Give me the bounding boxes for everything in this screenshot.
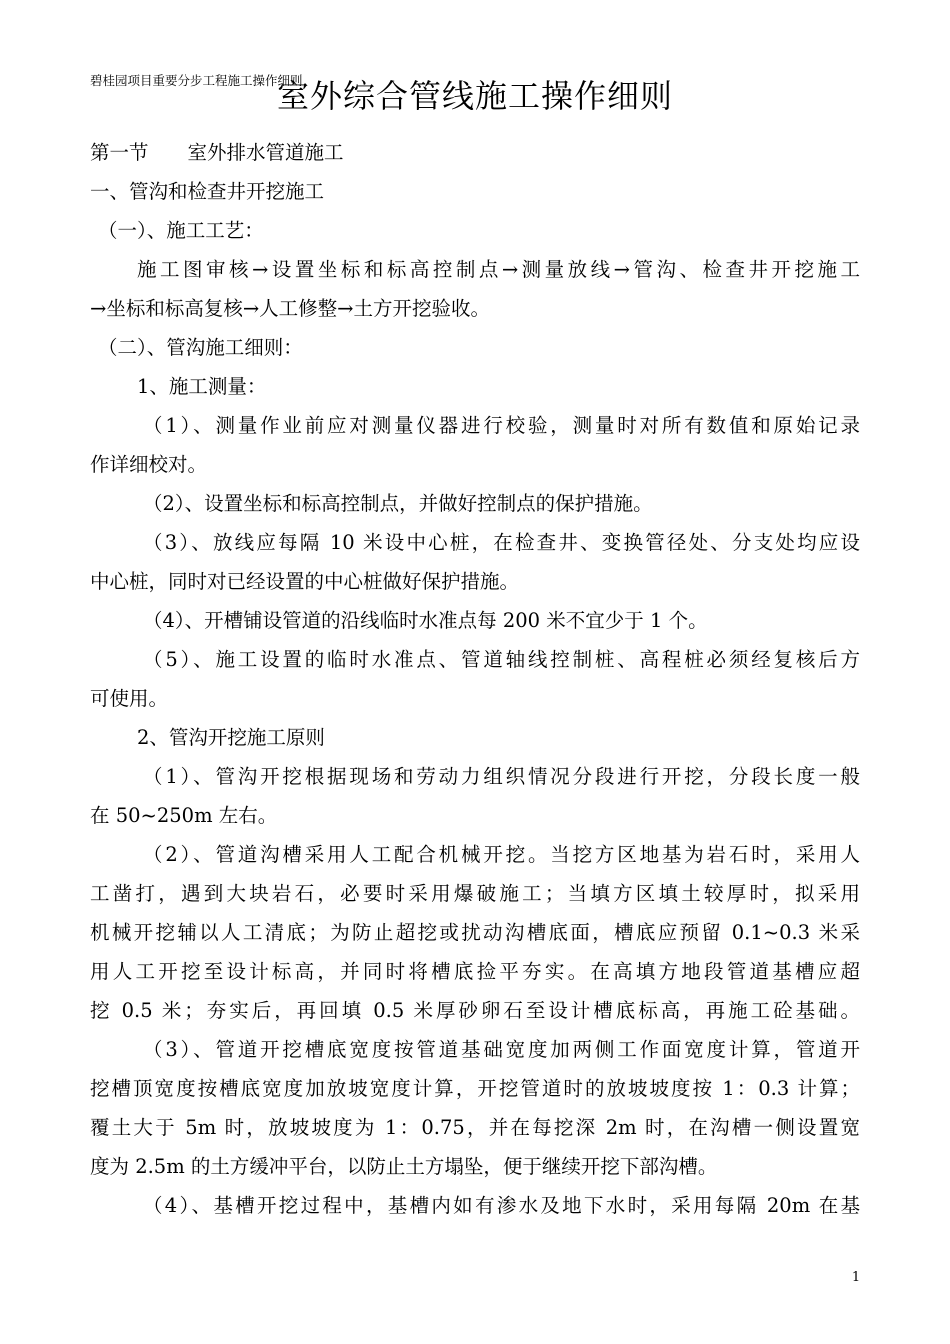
text-line: 机械开挖辅以人工清底；为防止超挖或扰动沟槽底面，槽底应预留 0.1~0.3 米采 (90, 921, 860, 944)
text-line: 一、管沟和检查井开挖施工 (90, 180, 325, 203)
text-line: 用人工开挖至设计标高，并同时将槽底捡平夯实。在高填方地段管道基槽应超 (90, 960, 860, 983)
text-line: （1）、测量作业前应对测量仪器进行校验，测量时对所有数值和原始记录 (143, 414, 860, 437)
text-line: （一）、施工工艺： (98, 219, 264, 242)
text-line: （5）、施工设置的临时水准点、管道轴线控制桩、高程桩必须经复核后方 (143, 648, 860, 671)
text-line: 作详细校对。 (90, 453, 208, 476)
text-line: （4）、开槽铺设管道的沿线临时水准点每 200 米不宜少于 1 个。 (143, 609, 708, 632)
text-line: （3）、管道开挖槽底宽度按管道基础宽度加两侧工作面宽度计算，管道开 (143, 1038, 860, 1061)
text-line: （4）、基槽开挖过程中，基槽内如有渗水及地下水时，采用每隔 20m 在基 (143, 1194, 860, 1217)
text-line: 在 50~250m 左右。 (90, 804, 278, 827)
page-title: 室外综合管线施工操作细则 (276, 77, 673, 115)
text-line: （2）、设置坐标和标高控制点，并做好控制点的保护措施。 (143, 492, 653, 515)
header-note: 碧桂园项目重要分步工程施工操作细则 (90, 73, 303, 88)
text-line: 中心桩，同时对已经设置的中心桩做好保护措施。 (90, 570, 520, 593)
text-line: 挖槽顶宽度按槽底宽度加放坡宽度计算，开挖管道时的放坡坡度按 1：0.3 计算； (90, 1077, 860, 1100)
document-body (90, 133, 860, 1225)
page-number: 1 (851, 1270, 861, 1285)
text-line: →坐标和标高复核→人工修整→土方开挖验收。 (90, 297, 491, 320)
text-line: 2、管沟开挖施工原则 (137, 726, 325, 749)
text-line: 度为 2.5m 的土方缓冲平台，以防止土方塌坠，便于继续开挖下部沟槽。 (90, 1155, 718, 1178)
text-line: 1、施工测量： (137, 375, 267, 398)
text-line: 第一节 室外排水管道施工 (90, 141, 344, 164)
text-line: 施工图审核→设置坐标和标高控制点→测量放线→管沟、检查井开挖施工 (137, 258, 860, 281)
text-line: （3）、放线应每隔 10 米设中心桩，在检查井、变换管径处、分支处均应设 (143, 531, 860, 554)
text-line: （1）、管沟开挖根据现场和劳动力组织情况分段进行开挖，分段长度一般 (143, 765, 860, 788)
text-line: 覆土大于 5m 时，放坡坡度为 1：0.75，并在每挖深 2m 时，在沟槽一侧设置宽 (90, 1116, 860, 1139)
text-line: 挖 0.5 米；夯实后，再回填 0.5 米厚砂卵石至设计槽底标高，再施工砼基础。 (90, 999, 860, 1022)
text-line: （2）、管道沟槽采用人工配合机械开挖。当挖方区地基为岩石时，采用人 (143, 843, 860, 866)
text-line: （二）、管沟施工细则： (98, 336, 303, 359)
text-line: 可使用。 (90, 687, 169, 710)
text-line: 工凿打，遇到大块岩石，必要时采用爆破施工；当填方区填土较厚时，拟采用 (90, 882, 860, 905)
